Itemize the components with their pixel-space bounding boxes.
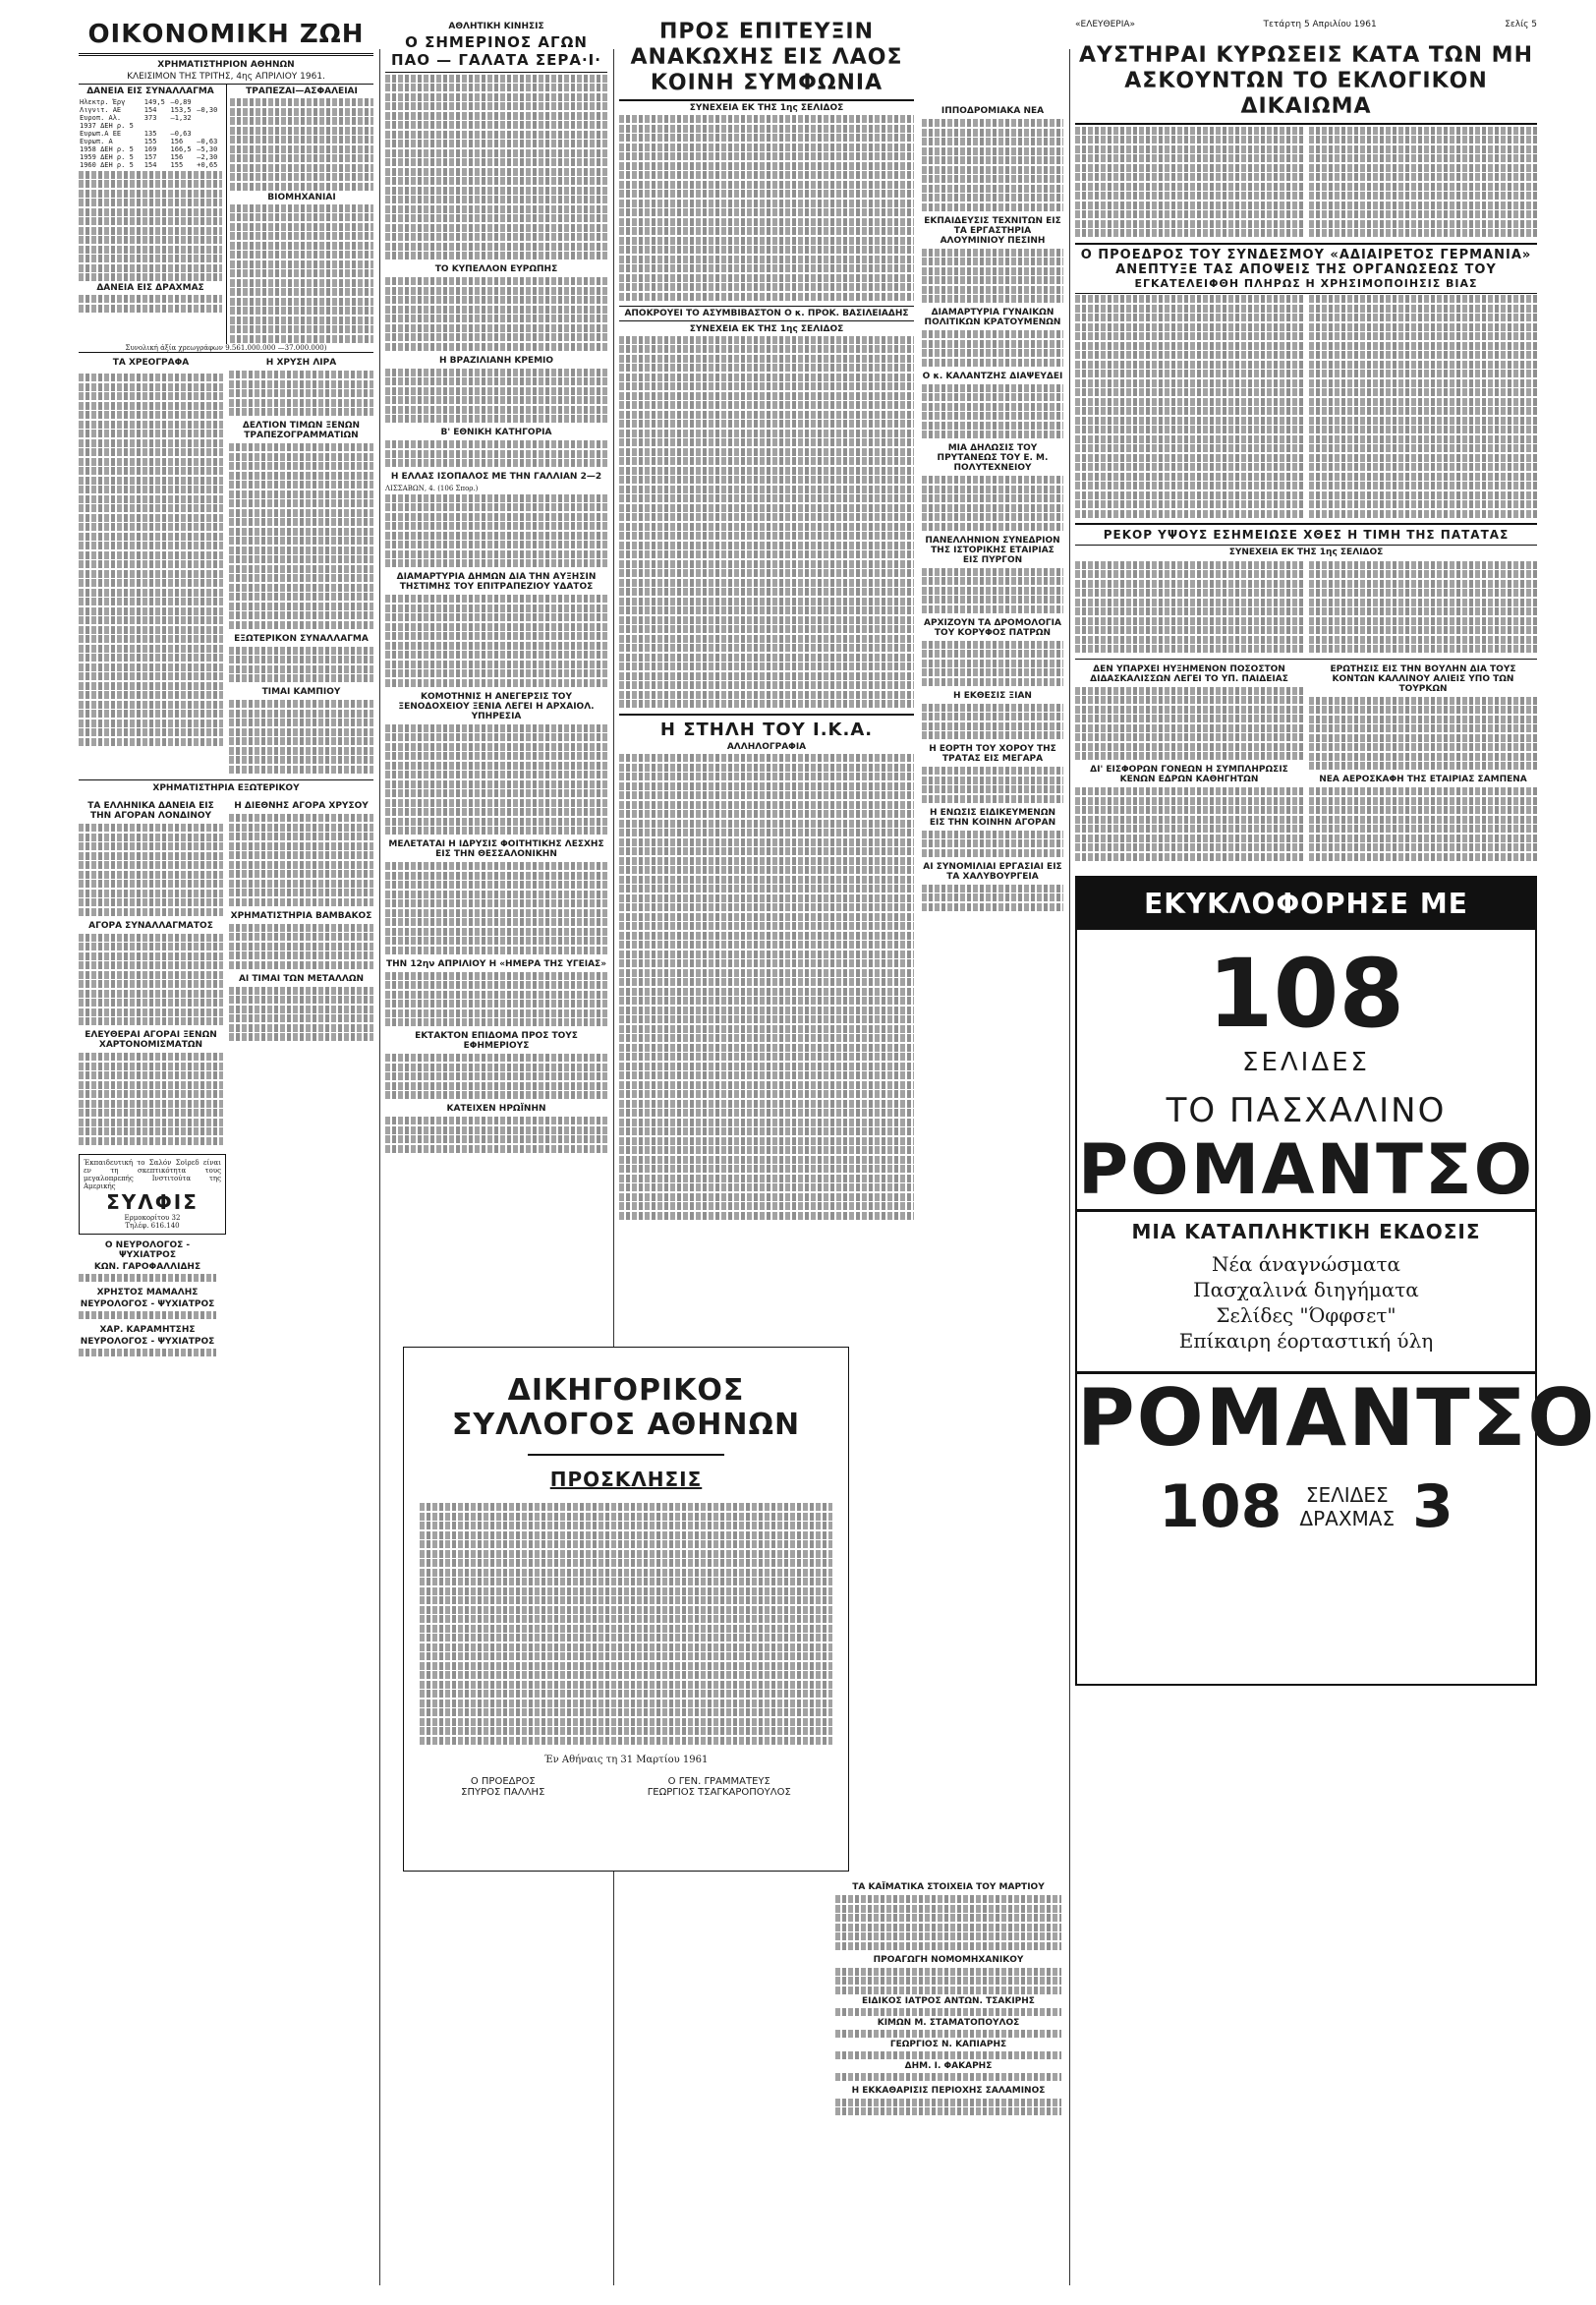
exhibition-heading: Η ΕΚΘΕΣΙΣ ΞΙΑΝ (953, 690, 1032, 701)
fishermen-heading: ΕΡΩΤΗΣΙΣ ΕΙΣ ΤΗΝ ΒΟΥΛΗΝ ΔΙΑ ΤΟΥΣ ΚΟΝΤΩΝ ΚΑΛΛΙΝΟΥ ΑΛΙΕΙΣ ΥΠΟ ΤΩΝ ΤΟΥΡΚΩΝ (1330, 663, 1516, 694)
page-number: Σελίς 5 (1505, 20, 1537, 29)
column-rule (613, 49, 614, 2285)
table-cell: 156 (170, 153, 184, 161)
table-cell: 156 (170, 138, 184, 145)
romantso-feature: Σελίδες "Όφφσετ" (1216, 1303, 1396, 1327)
basileiadis-heading: ΑΠΟΚΡΟΥΕΙ ΤΟ ΑΣΥΜΒΙΒΑΣΤΟΝ Ο κ. ΠΡΟΚ. ΒΑΣΙΛΕΙΑΔΗΣ (619, 306, 914, 321)
newspaper-page (20, 20, 1596, 2285)
doctor-ad-role: ΝΕΥΡΟΛΟΓΟΣ - ΨΥΧΙΑΤΡΟΣ (80, 1337, 215, 1347)
free-markets-heading: ΕΛΕΥΘΕΡΑΙ ΑΓΟΡΑΙ ΞΕΝΩΝ ΧΑΡΤΟΝΟΜΙΣΜΑΤΩΝ (85, 1030, 217, 1050)
loans-table (79, 98, 222, 169)
cotton-heading: ΧΡΗΜΑΤΙΣΤΗΡΙΑ ΒΑΜΒΑΚΟΣ (230, 910, 372, 921)
romantso-easter: ΤΟ ΠΑΣΧΑΛΙΝΟ (1166, 1091, 1447, 1130)
table-row (79, 161, 222, 169)
president-role: Ο ΠΡΟΕΔΡΟΣ (470, 1775, 536, 1787)
doctor-ad-role: ΝΕΥΡΟΛΟΓΟΣ - ΨΥΧΙΑΤΡΟΣ (80, 1299, 215, 1309)
table-cell: —5,30 (197, 145, 218, 153)
column-economic-life (79, 20, 373, 2285)
romantso-edition: ΜΙΑ ΚΑΤΑΠΛΗΚΤΙΚΗ ΕΚΔΟΣΙΣ (1131, 1220, 1481, 1243)
rector-statement-heading: ΜΙΑ ΔΗΛΩΣΙΣ ΤΟΥ ΠΡΥΤΑΝΕΩΣ ΤΟΥ Ε. Μ. ΠΟΛΥΤΕΧΝΕΙΟΥ (937, 443, 1049, 473)
institute-ad-phone: Τηλέφ. 616.140 (125, 1222, 180, 1230)
ika-column-heading: Η ΣΤΗΛΗ ΤΟΥ Ι.Κ.Α. (619, 714, 914, 740)
potato-price-heading: ΡΕΚΟΡ ΥΨΟΥΣ ΕΣΗΜΕΙΩΣΕ ΧΘΕΣ Η ΤΙΜΗ ΤΗΣ ΠΑΤΑΤΑΣ (1075, 523, 1537, 546)
table-cell: —0,30 (197, 106, 218, 114)
bourse-subtitle: ΚΛΕΙΣΙΜΟΝ ΤΗΣ ΤΡΙΤΗΣ, 4ης ΑΠΡΙΛΙΟΥ 1961. (127, 72, 325, 82)
promotion-heading: ΠΡΟΑΓΩΓΗ ΝΟΜΟΜΗΧΑΝΙΚΟΥ (873, 1954, 1024, 1965)
column-sports-news (385, 20, 607, 1327)
student-club-heading: ΜΕΛΕΤΑΤΑΙ Η ΙΔΡΥΣΙΣ ΦΟΙΤΗΤΙΚΗΣ ΛΕΣΧΗΣ ΕΙΣ ΤΗΝ ΘΕΣΣΑΛΟΝΙΚΗΝ (388, 839, 604, 859)
romantso-brand-bottom: ΡΟΜΑΝΤΣΟ (1077, 1372, 1596, 1464)
romantso-feature: Πασχαλινά διηγήματα (1193, 1278, 1419, 1301)
main-headline: ΠΡΟΣ ΕΠΙΤΕΥΞΙΝ ΑΝΑΚΩΧΗΣ ΕΙΣ ΛΑΟΣ ΚΟΙΝΗ ΣΥΜΦΩΝΙΑ (619, 20, 914, 101)
total-value: Συνολική άξία χρεωγράφων 9.561.000.000 —37.000.000) (79, 344, 373, 353)
running-header (1075, 20, 1537, 29)
president-name: ΣΠΥΡΟΣ ΠΑΛΛΗΣ (461, 1786, 545, 1798)
lisbon-dateline: ΛΙΣΣΑΒΩΝ, 4. (106 Σπορ.) (385, 485, 479, 492)
table-cell (170, 122, 197, 130)
kalantzis-heading: Ο κ. ΚΑΛΑΝΤΖΗΣ ΔΙΑΨΕΥΔΕΙ (922, 371, 1063, 381)
physician-d: ΔΗΜ. Ι. ΦΑΚΑΡΗΣ (904, 2060, 993, 2071)
institute-ad-address: Ερμοκορίτου 32 (124, 1214, 181, 1222)
table-row (79, 98, 222, 106)
correspondence-label: ΑΛΛΗΛΟΓΡΑΦΙΑ (726, 742, 807, 752)
germany-subheading: ΕΓΚΑΤΕΛΕΙΦΘΗ ΠΛΗΡΩΣ Η ΧΡΗΣΙΜΟΠΟΙΗΣΙΣ ΒΙΑΣ (1075, 277, 1537, 294)
parents-fund-heading: ΔΙ' ΕΙΣΦΟΡΩΝ ΓΟΝΕΩΝ Η ΣΥΜΠΛΗΡΩΣΙΣ ΚΕΝΩΝ ΕΔΡΩΝ ΚΑΘΗΓΗΤΩΝ (1090, 765, 1288, 784)
foreign-bourses-heading: ΧΡΗΜΑΤΙΣΤΗΡΙΑ ΕΞΩΤΕΡΙΚΟΥ (79, 779, 373, 793)
sports-kicker: ΑΘΛΗΤΙΚΗ ΚΙΝΗΣΙΣ (448, 22, 544, 31)
institute-ad-title: ΣΥΛΦΙΣ (106, 1190, 199, 1214)
table-cell: —0,63 (197, 138, 218, 145)
table-cell: 135 (143, 130, 157, 138)
gold-sovereign-heading: Η ΧΡΥΣΗ ΛΙΡΑ (265, 358, 337, 368)
romantso-pages-bottom: ΣΕΛΙΔΕΣ (1305, 1483, 1389, 1507)
women-protest-heading: ΔΙΑΜΑΡΤΥΡΙΑ ΓΥΝΑΙΚΩΝ ΠΟΛΙΤΙΚΩΝ ΚΡΑΤΟΥΜΕΝΩΝ (924, 308, 1061, 327)
table-cell: Ευροπ. Αλ. (80, 114, 122, 122)
table-row (79, 122, 222, 130)
salamis-heading: Η ΕΚΚΑΘΑΡΙΣΙΣ ΠΕΡΙΟΧΗΣ ΣΑΛΑΜΙΝΟΣ (851, 2085, 1046, 2096)
table-cell: Ευρωπ. Α (80, 138, 113, 145)
physician-listings (835, 1877, 1061, 2117)
doctor-ad-role: Ο ΝΕΥΡΟΛΟΓΟΣ - ΨΥΧΙΑΤΡΟΣ (104, 1240, 191, 1260)
romantso-brand: ΡΟΜΑΝΤΣΟ (1077, 1129, 1535, 1210)
table-cell: Ηλεκτρ. Έργ (80, 98, 126, 106)
loans-header: ΔΑΝΕΙΑ ΕΙΣ ΣΥΝΑΛΛΑΓΜΑ (86, 86, 214, 96)
secretary-name: ΓΕΩΡΓΙΟΣ ΤΣΑΓΚΑΡΟΠΟΥΛΟΣ (647, 1786, 791, 1798)
bourse-tables (79, 84, 373, 344)
table-row (79, 114, 222, 122)
table-cell: 373 (143, 114, 157, 122)
romantso-feature: Επίκαιρη έορταστική ύλη (1178, 1329, 1434, 1353)
table-cell: —1,32 (170, 114, 192, 122)
table-cell: Λιγνιτ. ΑΕ (80, 106, 122, 114)
romantso-ad (1075, 876, 1596, 1686)
water-protest-heading: ΔΙΑΜΑΡΤΥΡΙΑ ΔΗΜΩΝ ΔΙΑ ΤΗΝ ΑΥΞΗΣΙΝ ΤΗΣΤΙΜΗΣ ΤΟΥ ΕΠΙΤΡΑΠΕΖΙΟΥ ΥΔΑΤΟΣ (396, 572, 597, 592)
table-cell: 149,5 (143, 98, 165, 106)
issue-date: Τετάρτη 5 Απριλίου 1961 (1263, 20, 1377, 29)
romantso-feature: Νέα άναγνώσματα (1211, 1252, 1401, 1276)
secretary-role: Ο ΓΕΝ. ΓΡΑΜΜΑΤΕΥΣ (667, 1775, 770, 1787)
drachma-loans-header: ΔΑΝΕΙΑ ΕΙΣ ΔΡΑΧΜΑΣ (96, 283, 204, 293)
table-cell: 155 (143, 138, 157, 145)
bourse-title: ΧΡΗΜΑΤΙΣΤΗΡΙΟΝ ΑΘΗΝΩΝ (157, 60, 295, 70)
table-cell: 154 (143, 161, 157, 169)
table-row (79, 106, 222, 114)
steelworks-heading: ΑΙ ΣΥΝΟΜΙΛΙΑΙ ΕΡΓΑΣΙΑΙ ΕΙΣ ΤΑ ΧΑΛΥΒΟΥΡΓΕΙΑ (923, 861, 1062, 882)
romantso-page-count: 108 (1207, 939, 1405, 1049)
section-masthead: ΟΙΚΟΝΟΜΙΚΗ ΖΩΗ (79, 20, 373, 56)
romantso-page-count-bottom: 108 (1159, 1472, 1282, 1541)
table-cell: 1959 ΔΕΗ ρ. 5 (80, 153, 134, 161)
table-cell: Ευρωπ.Α ΕΕ (80, 130, 122, 138)
doctor-ad-name: ΧΡΗΣΤΟΣ ΜΑΜΑΛΗΣ (96, 1288, 199, 1297)
table-cell: +0,65 (197, 161, 218, 169)
romantso-pages-label: ΣΕΛΙΔΕΣ (1242, 1048, 1370, 1077)
germany-heading: Ο ΠΡΟΕΔΡΟΣ ΤΟΥ ΣΥΝΔΕΣΜΟΥ «ΑΔΙΑΙΡΕΤΟΣ ΓΕΡΜΑΝΙΑ» ΑΝΕΠΤΥΞΕ ΤΑΣ ΑΠΟΨΕΙΣ ΤΗΣ ΟΡΓΑΝΩΣΕΩΣ ΤΟΥ (1075, 243, 1537, 277)
doctor-ad-name: ΧΑΡ. ΚΑΡΑΜΗΤΣΗΣ (99, 1325, 196, 1335)
institute-ad (79, 1154, 226, 1235)
romantso-drachmas: ΔΡΑΧΜΑΣ (1299, 1507, 1396, 1530)
forex-heading: ΑΓΟΡΑ ΣΥΝΑΛΛΑΓΜΑΤΟΣ (88, 920, 213, 931)
gold-market-heading: Η ΔΙΕΘΝΗΣ ΑΓΟΡΑ ΧΡΥΣΟΥ (234, 801, 369, 811)
column-rule (379, 49, 380, 2285)
industrial-header: ΒΙΟΜΗΧΑΝΙΑΙ (267, 192, 336, 202)
table-cell: —2,30 (197, 153, 218, 161)
table-cell: 166,5 (170, 145, 192, 153)
european-cup-heading: ΤΟ ΚΥΠΕΛΛΟΝ ΕΥΡΩΠΗΣ (434, 264, 558, 274)
priests-allowance-heading: ΕΚΤΑΚΤΟΝ ΕΠΙΔΟΜΑ ΠΡΟΣ ΤΟΥΣ ΕΦΗΜΕΡΙΟΥΣ (415, 1031, 578, 1051)
sabena-heading: ΝΕΑ ΑΕΡΟΣΚΑΦΗ ΤΗΣ ΕΤΑΙΡΙΑΣ ΣΑΜΠΕΝΑ (1319, 775, 1527, 784)
table-cell: —0,89 (170, 98, 192, 106)
patras-routes-heading: ΑΡΧΙΖΟΥΝ ΤΑ ΔΡΟΜΟΛΟΓΙΑ ΤΟΥ ΚΟΡΥΦΟΣ ΠΑΤΡΩΝ (924, 617, 1061, 638)
march-data-heading: ΤΑ ΚΑΪΜΑΤΙΚΑ ΣΤΟΙΧΕΙΑ ΤΟΥ ΜΑΡΤΙΟΥ (852, 1882, 1045, 1892)
table-row (79, 138, 222, 145)
table-cell: —0,63 (170, 130, 192, 138)
megara-festival-heading: Η ΕΟΡΤΗ ΤΟΥ ΧΟΡΟΥ ΤΗΣ ΤΡΑΤΑΣ ΕΙΣ ΜΕΓΑΡΑ (929, 744, 1056, 764)
continued-label: ΣΥΝΕΧΕΙΑ ΕΚ ΤΗΣ 1ης ΣΕΛΙΔΟΣ (689, 323, 844, 334)
table-cell: 1937 ΔΕΗ ρ. 5 (80, 122, 134, 130)
heroin-heading: ΚΑΤΕΙΧΕΝ ΗΡΩΪΝΗΝ (446, 1104, 546, 1114)
history-congress-heading: ΠΑΝΕΛΛΗΝΙΟΝ ΣΥΝΕΔΡΙΟΝ ΤΗΣ ΙΣΤΟΡΙΚΗΣ ΕΤΑΙΡΙΑΣ ΕΙΣ ΠΥΡΓΟΝ (925, 535, 1060, 565)
table-cell: 1960 ΔΕΗ ρ. 5 (80, 161, 134, 169)
table-cell: 169 (143, 145, 157, 153)
doctor-ads (79, 1240, 216, 1356)
table-row (79, 153, 222, 161)
technicians-training-heading: ΕΚΠΑΙΔΕΥΣΙΣ ΤΕΧΝΙΤΩΝ ΕΙΣ ΤΑ ΕΡΓΑΣΤΗΡΙΑ ΑΛΟΥΜΙΝΙΟΥ ΠΕΣΙΝΗ (924, 215, 1061, 246)
lawyers-ad-title: ΔΙΚΗΓΟΡΙΚΟΣ (507, 1373, 745, 1408)
column-politics (619, 20, 1063, 2285)
komotini-hotel-heading: ΚΟΜΟΤΗΝΙΣ Η ΑΝΕΓΕΡΣΙΣ ΤΟΥ ΞΕΝΟΔΟΧΕΙΟΥ ΞΕΝΙΑ ΛΕΓΕΙ Η ΑΡΧΑΙΟΛ. ΥΠΗΡΕΣΙΑ (398, 691, 595, 721)
continued-label: ΣΥΝΕΧΕΙΑ ΕΚ ΤΗΣ 1ης ΣΕΛΙΔΟΣ (1228, 547, 1384, 557)
lawyers-ad-subtitle: ΣΥΛΛΟΓΟΣ ΑΘΗΝΩΝ (451, 1408, 801, 1442)
health-day-heading: ΤΗΝ 12ην ΑΠΡΙΛΙΟΥ Η «ΗΜΕΡΑ ΤΗΣ ΥΓΕΙΑΣ» (385, 958, 607, 969)
table-cell: 1958 ΔΕΗ ρ. 5 (80, 145, 134, 153)
exchange-rates-heading: ΤΙΜΑΙ ΚΑΜΠΙΟΥ (261, 687, 341, 697)
teachers-heading: ΔΕΝ ΥΠΑΡΧΕΙ ΗΥΞΗΜΕΝΟΝ ΠΟΣΟΣΤΟΝ ΔΙΔΑΣΚΑΛΙΣΣΩΝ ΛΕΓΕΙ ΤΟ ΥΠ. ΠΑΙΔΕΙΑΣ (1090, 663, 1288, 684)
table-cell (143, 122, 170, 130)
common-market-heading: Η ΕΝΩΣΙΣ ΕΙΔΙΚΕΥΜΕΝΩΝ ΕΙΣ ΤΗΝ ΚΟΙΝΗΝ ΑΓΟΡΑΝ (929, 807, 1056, 828)
physician-a: ΕΙΔΙΚΟΣ ΙΑΤΡΟΣ ΑΝΤΩΝ. ΤΣΑΚΙΡΗΣ (862, 1995, 1035, 2006)
newspaper-name: «ΕΛΕΥΘΕΡΙΑ» (1075, 20, 1136, 29)
securities-heading: ΤΑ ΧΡΕΟΓΡΑΦΑ (112, 358, 190, 368)
table-cell: 157 (143, 153, 157, 161)
romantso-price: 3 (1412, 1472, 1454, 1541)
metals-heading: ΑΙ ΤΙΜΑΙ ΤΩΝ ΜΕΤΑΛΛΩΝ (238, 973, 365, 984)
b-national-heading: Β' ΕΘΝΙΚΗ ΚΑΤΗΓΟΡΙΑ (440, 428, 552, 437)
romantso-circulation: ΕΚΥΚΛΟΦΟΡΗΣΕ ΜΕ (1077, 878, 1535, 930)
sports-headline: Ο ΣΗΜΕΡΙΝΟΣ ΑΓΩΝ ΠΑΟ — ΓΑΛΑΤΑ ΣΕΡΑ·Ι· (385, 33, 607, 73)
physician-b: ΚΙΜΩΝ Μ. ΣΤΑΜΑΤΟΠΟΥΛΟΣ (877, 2017, 1020, 2028)
greek-loans-heading: ΤΑ ΕΛΛΗΝΙΚΑ ΔΑΝΕΙΑ ΕΙΣ ΤΗΝ ΑΓΟΡΑΝ ΛΟΝΔΙΝΟΥ (87, 801, 214, 821)
racing-news-heading: ΙΠΠΟΔΡΟΜΙΑΚΑ ΝΕΑ (940, 106, 1045, 116)
greece-draw-heading: Η ΕΛΛΑΣ ΙΣΟΠΑΛΟΣ ΜΕ ΤΗΝ ΓΑΛΛΙΑΝ 2—2 (390, 472, 602, 482)
lawyers-ad-invitation: ΠΡΟΣΚΛΗΣΙΣ (549, 1468, 703, 1491)
table-cell: 155 (170, 161, 184, 169)
banks-header: ΤΡΑΠΕΖΑΙ—ΑΣΦΑΛΕΙΑΙ (246, 86, 358, 96)
page-headline: ΑΥΣΤΗΡΑΙ ΚΥΡΩΣΕΙΣ ΚΑΤΑ ΤΩΝ ΜΗ ΑΣΚΟΥΝΤΩΝ ΤΟ ΕΚΛΟΓΙΚΟΝ ΔΙΚΑΙΩΜΑ (1075, 43, 1537, 125)
table-row (79, 145, 222, 153)
doctor-ad-name: ΚΩΝ. ΓΑΡΟΦΑΛΛΙΔΗΣ (93, 1262, 201, 1272)
table-cell: 154 (143, 106, 157, 114)
table-cell: 153,5 (170, 106, 192, 114)
institute-ad-text: Έκπαιδευτική το Σαλόν Σοϊρεδ είναι εν τη σκεπτικότητα τους μεγαλοπρεπής Ινστιτούτα της Αμερικής (84, 1159, 221, 1190)
lawyers-ad-date: Έν Αθήναις τη 31 Μαρτίου 1961 (543, 1754, 709, 1765)
brazilian-cremio-heading: Η ΒΡΑΖΙΛΙΑΝΗ ΚΡΕΜΙΟ (438, 355, 554, 366)
foreign-banknotes-heading: ΔΕΛΤΙΟΝ ΤΙΜΩΝ ΞΕΝΩΝ ΤΡΑΠΕΖΟΓΡΑΜΜΑΤΙΩΝ (242, 421, 361, 440)
continued-label: ΣΥΝΕΧΕΙΑ ΕΚ ΤΗΣ 1ης ΣΕΛΙΔΟΣ (689, 103, 844, 113)
column-politics-ads (1075, 43, 1596, 2285)
external-fx-heading: ΕΞΩΤΕΡΙΚΟΝ ΣΥΝΑΛΛΑΓΜΑ (234, 633, 369, 644)
table-row (79, 130, 222, 138)
column-rule (1069, 49, 1070, 2285)
physician-c: ΓΕΩΡΓΙΟΣ Ν. ΚΑΠΙΑΡΗΣ (889, 2039, 1007, 2049)
